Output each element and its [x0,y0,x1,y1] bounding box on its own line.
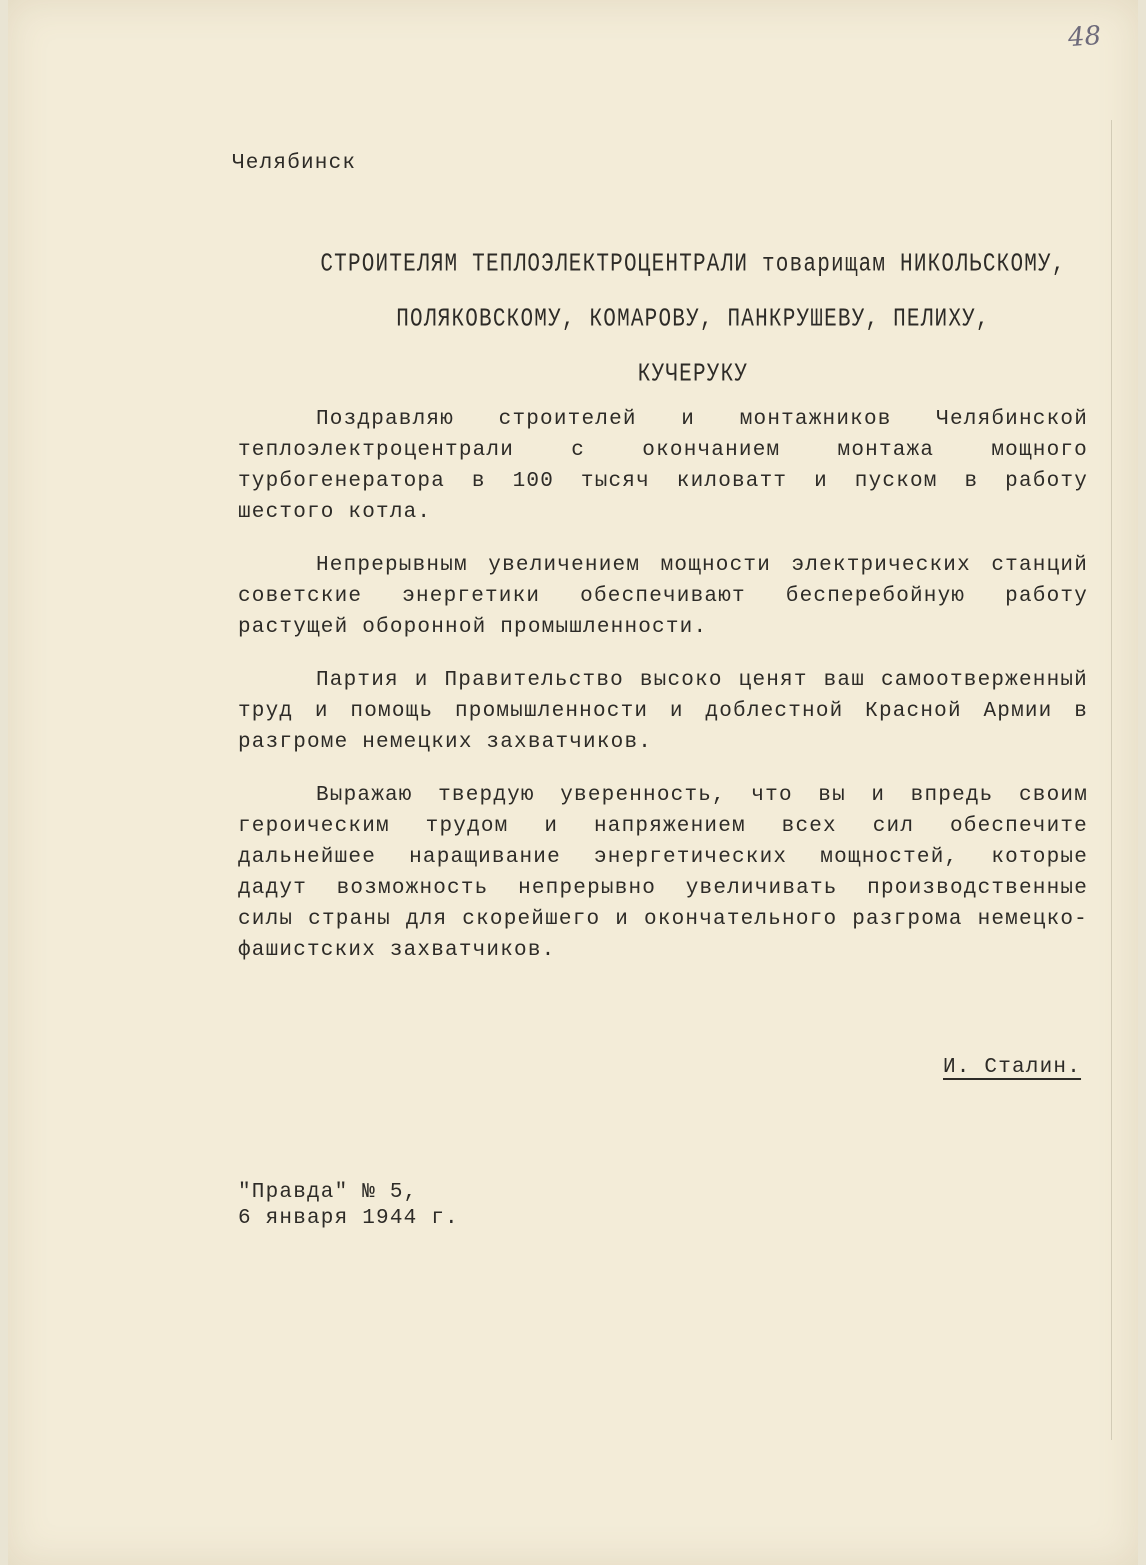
addressee-line: СТРОИТЕЛЯМ ТЕПЛОЭЛЕКТРОЦЕНТРАЛИ товарищам НИКОЛЬСКОМУ, [320,250,1066,280]
city-heading: Челябинск [232,152,357,175]
source-newspaper: "Правда" № 5, [238,1181,418,1204]
source-reference [238,1180,459,1232]
body-paragraph: Непрерывным увеличением мощности электрических станций советские энергетики обеспечивают бесперебойную работу растущей оборонной промышленности. [238,554,1088,639]
body-paragraph: Выражаю твердую уверенность, что вы и впредь своим героическим трудом и напряжением всех сил обеспечите дальнейшее наращивание энергетических мощностей, которые дадут возможность непрерывно увеличивать производственные силы страны для скорейшего и окончательного разгрома немецко-фашистских захватчиков. [238,784,1088,962]
addressee-block [238,238,1138,403]
addressee-line: КУЧЕРУКУ [637,360,749,390]
body-paragraph: Поздравляю строителей и монтажников Челябинской теплоэлектроцентрали с окончанием монтажа мощного турбогенератора в 100 тысяч киловатт и пуском в работу шестого котла. [238,408,1088,524]
source-date: 6 января 1944 г. [238,1207,459,1230]
document-page [8,0,1138,1565]
signature: И. Сталин. [943,1056,1082,1079]
body-paragraph: Партия и Правительство высоко ценят ваш самоотверженный труд и помощь промышленности и доблестной Красной Армии в разгроме немецких захватчиков. [238,669,1088,754]
archive-page-number: 48 [1066,20,1103,54]
addressee-line: ПОЛЯКОВСКОМУ, КОМАРОВУ, ПАНКРУШЕВУ, ПЕЛИХУ, [396,305,990,335]
letter-body [238,404,1088,966]
